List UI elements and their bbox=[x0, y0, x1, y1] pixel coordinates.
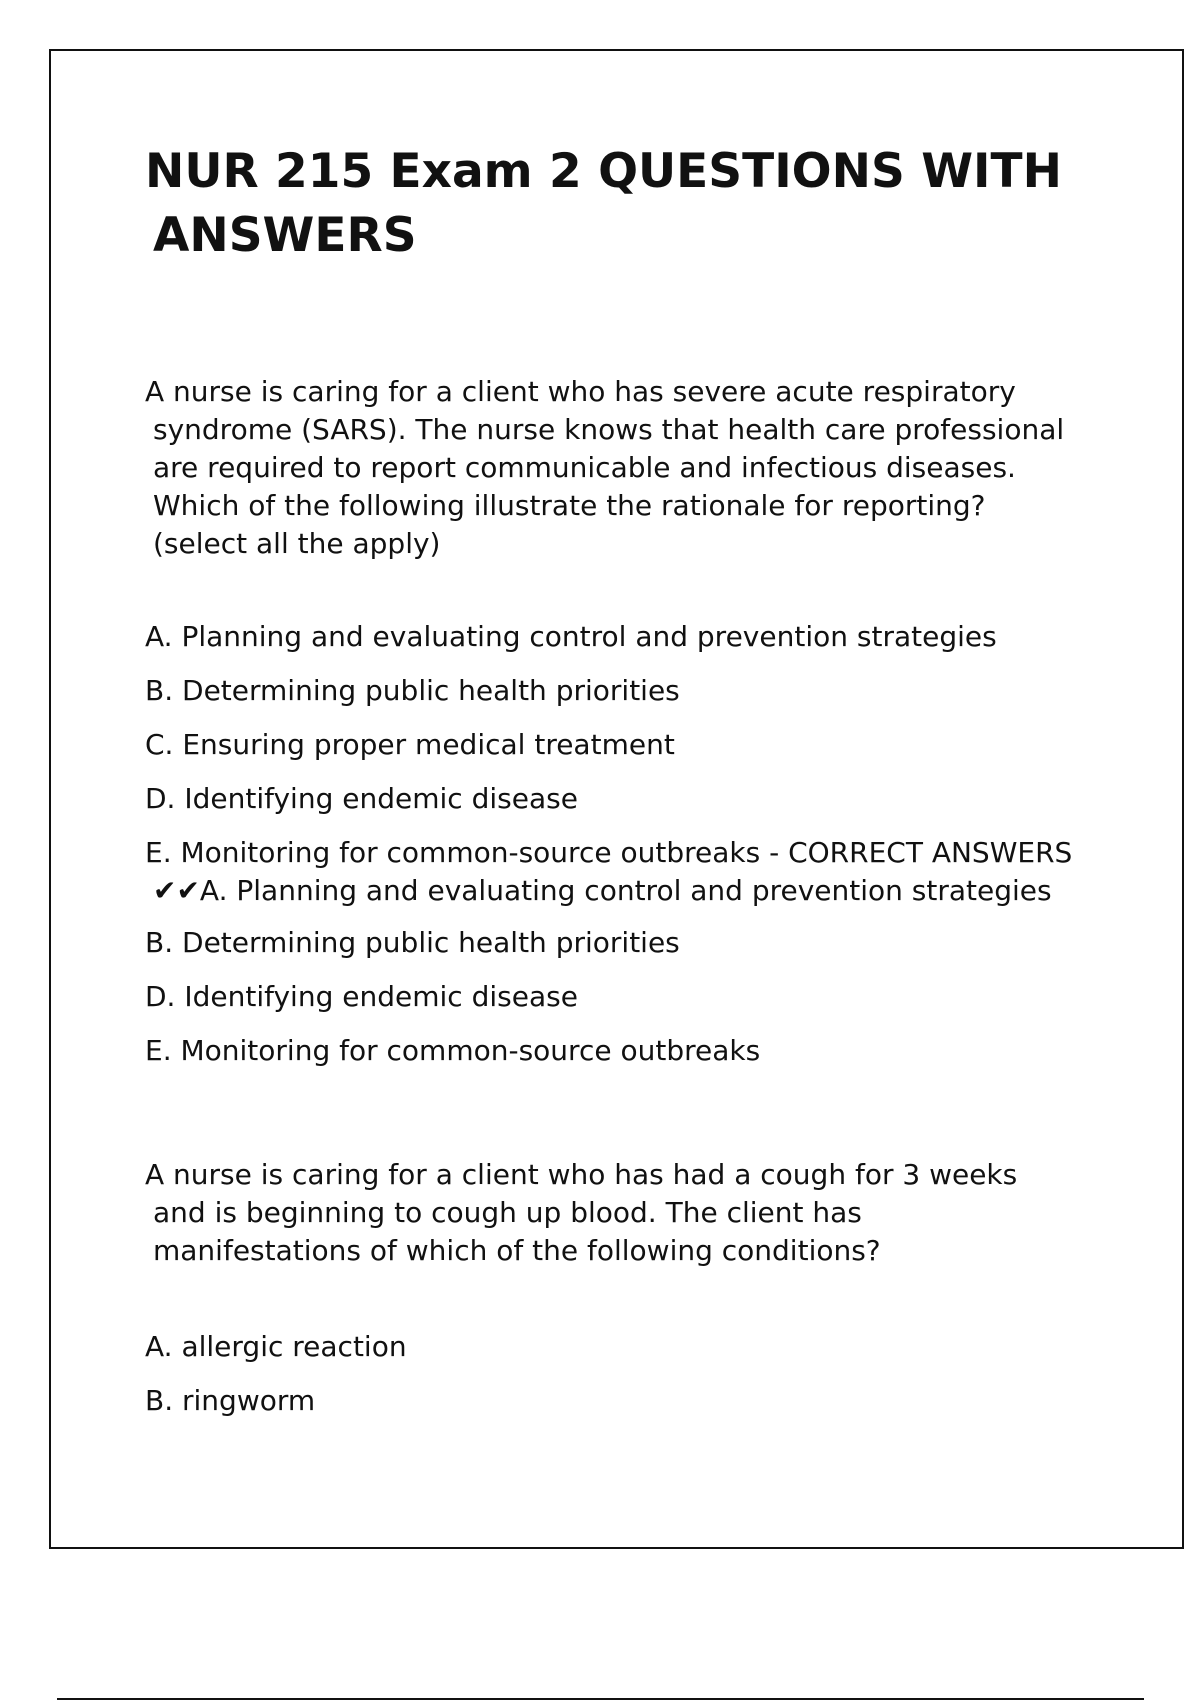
question-1-prompt: A nurse is caring for a client who has severe acute respiratory syndrome (SARS). The nurse knows that health care professional are required to report communicable and infectious diseases. Which of the following illustrate the rationale for reporting? (select all the apply) bbox=[145, 375, 1065, 560]
question-2-option: A. allergic reaction bbox=[145, 1330, 407, 1363]
document-content bbox=[145, 140, 1105, 1436]
section-spacer bbox=[145, 1086, 1105, 1156]
correct-answer-item: E. Monitoring for common-source outbreaks bbox=[145, 1034, 761, 1067]
question-1-option: B. Determining public health priorities bbox=[145, 674, 680, 707]
question-1-option: A. Planning and evaluating control and prevention strategies bbox=[145, 620, 997, 653]
question-1-option: C. Ensuring proper medical treatment bbox=[145, 728, 675, 761]
question-2-options bbox=[145, 1328, 1105, 1420]
question-1-options bbox=[145, 618, 1105, 1070]
correct-answer-item: D. Identifying endemic disease bbox=[145, 980, 578, 1013]
document-title: NUR 215 Exam 2 QUESTIONS WITH ANSWERS bbox=[145, 144, 1062, 263]
question-1-option: D. Identifying endemic disease bbox=[145, 782, 578, 815]
question-2-prompt: A nurse is caring for a client who has had a cough for 3 weeks and is beginning to cough up blood. The client has manifestations of which of the following conditions? bbox=[145, 1158, 1018, 1267]
question-2-option: B. ringworm bbox=[145, 1384, 316, 1417]
question-1-option-with-correct-answers: E. Monitoring for common-source outbreaks - CORRECT ANSWERS ✔✔A. Planning and evaluating control and prevention strategies bbox=[145, 836, 1073, 907]
correct-answer-item: B. Determining public health priorities bbox=[145, 926, 680, 959]
